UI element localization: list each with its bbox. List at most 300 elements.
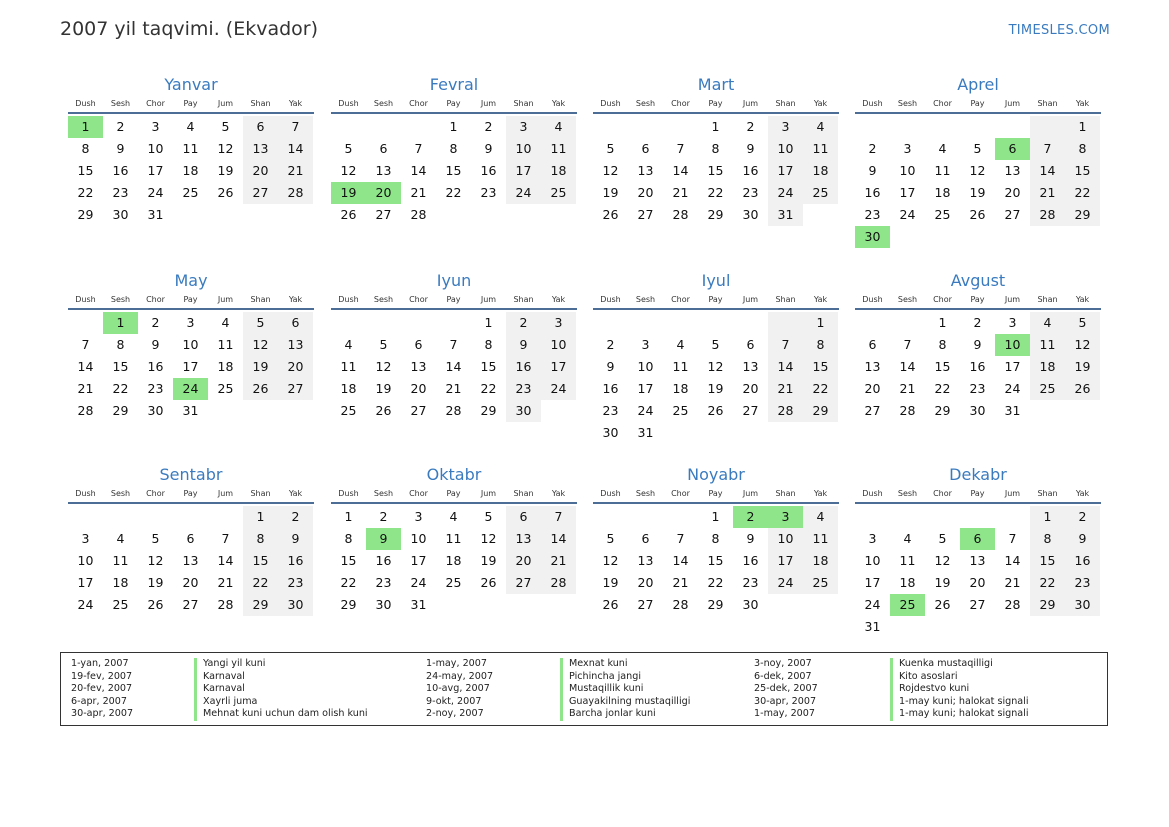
day-cell[interactable]: 21 [672, 575, 689, 590]
day-cell[interactable]: 26 [707, 403, 724, 418]
day-cell[interactable]: 30 [147, 403, 164, 418]
day-cell[interactable]: 12 [1065, 334, 1100, 356]
day-cell[interactable]: 8 [711, 531, 720, 546]
day-cell[interactable]: 3 [541, 312, 576, 334]
day-cell[interactable]: 8 [81, 141, 90, 156]
day-cell[interactable]: 11 [672, 359, 689, 374]
day-cell[interactable]: 15 [934, 359, 951, 374]
day-cell[interactable]: 3 [186, 315, 195, 330]
day-cell[interactable]: 31 [1004, 403, 1021, 418]
day-cell[interactable]: 8 [1030, 528, 1065, 550]
day-cell[interactable]: 14 [217, 553, 234, 568]
day-cell[interactable]: 17 [182, 359, 199, 374]
day-cell[interactable]: 21 [541, 550, 576, 572]
day-cell[interactable]: 6 [868, 337, 877, 352]
day-cell[interactable]: 18 [340, 381, 357, 396]
day-cell[interactable]: 27 [243, 182, 278, 204]
day-cell[interactable]: 29 [707, 207, 724, 222]
day-cell[interactable]: 27 [969, 597, 986, 612]
day-cell[interactable]: 19 [969, 185, 986, 200]
day-cell[interactable]: 8 [344, 531, 353, 546]
day-cell[interactable]: 30 [278, 594, 313, 616]
day-cell[interactable]: 1 [344, 509, 353, 524]
day-cell[interactable]: 30 [506, 400, 541, 422]
day-cell[interactable]: 10 [899, 163, 916, 178]
day-cell[interactable]: 18 [1030, 356, 1065, 378]
day-cell[interactable]: 26 [243, 378, 278, 400]
day-cell[interactable]: 8 [449, 141, 458, 156]
day-cell-holiday[interactable]: 19 [331, 182, 366, 204]
day-cell-holiday[interactable]: 9 [366, 528, 401, 550]
day-cell[interactable]: 13 [969, 553, 986, 568]
day-cell[interactable]: 14 [1004, 553, 1021, 568]
day-cell[interactable]: 20 [182, 575, 199, 590]
day-cell[interactable]: 18 [934, 185, 951, 200]
day-cell[interactable]: 1 [803, 312, 838, 334]
day-cell[interactable]: 17 [637, 381, 654, 396]
day-cell[interactable]: 8 [116, 337, 125, 352]
day-cell[interactable]: 13 [637, 163, 654, 178]
day-cell[interactable]: 5 [221, 119, 230, 134]
day-cell[interactable]: 29 [243, 594, 278, 616]
day-cell[interactable]: 28 [1030, 204, 1065, 226]
day-cell[interactable]: 18 [182, 163, 199, 178]
day-cell[interactable]: 17 [147, 163, 164, 178]
day-cell[interactable]: 25 [217, 381, 234, 396]
day-cell-holiday[interactable]: 10 [995, 334, 1030, 356]
day-cell[interactable]: 7 [903, 337, 912, 352]
day-cell[interactable]: 9 [506, 334, 541, 356]
day-cell[interactable]: 5 [606, 141, 615, 156]
day-cell[interactable]: 3 [768, 116, 803, 138]
day-cell[interactable]: 26 [1065, 378, 1100, 400]
day-cell[interactable]: 31 [182, 403, 199, 418]
day-cell[interactable]: 5 [379, 337, 388, 352]
day-cell[interactable]: 26 [969, 207, 986, 222]
day-cell[interactable]: 21 [1030, 182, 1065, 204]
day-cell[interactable]: 26 [217, 185, 234, 200]
day-cell[interactable]: 10 [864, 553, 881, 568]
day-cell[interactable]: 15 [77, 163, 94, 178]
day-cell[interactable]: 11 [541, 138, 576, 160]
day-cell[interactable]: 22 [340, 575, 357, 590]
day-cell[interactable]: 5 [711, 337, 720, 352]
day-cell[interactable]: 5 [606, 531, 615, 546]
day-cell[interactable]: 24 [768, 182, 803, 204]
day-cell[interactable]: 2 [506, 312, 541, 334]
day-cell[interactable]: 9 [746, 141, 755, 156]
day-cell[interactable]: 26 [480, 575, 497, 590]
day-cell[interactable]: 24 [77, 597, 94, 612]
day-cell[interactable]: 2 [868, 141, 877, 156]
day-cell[interactable]: 29 [707, 597, 724, 612]
day-cell[interactable]: 21 [1004, 575, 1021, 590]
day-cell[interactable]: 20 [278, 356, 313, 378]
day-cell[interactable]: 22 [480, 381, 497, 396]
day-cell[interactable]: 6 [379, 141, 388, 156]
day-cell[interactable]: 12 [602, 553, 619, 568]
day-cell[interactable]: 30 [112, 207, 129, 222]
day-cell[interactable]: 4 [449, 509, 458, 524]
day-cell[interactable]: 25 [340, 403, 357, 418]
day-cell-holiday[interactable]: 20 [366, 182, 401, 204]
day-cell[interactable]: 12 [934, 553, 951, 568]
day-cell[interactable]: 12 [147, 553, 164, 568]
day-cell[interactable]: 27 [742, 403, 759, 418]
day-cell[interactable]: 31 [768, 204, 803, 226]
day-cell[interactable]: 7 [449, 337, 458, 352]
day-cell[interactable]: 25 [541, 182, 576, 204]
day-cell[interactable]: 29 [1030, 594, 1065, 616]
day-cell[interactable]: 2 [1065, 506, 1100, 528]
day-cell[interactable]: 6 [243, 116, 278, 138]
day-cell[interactable]: 2 [379, 509, 388, 524]
day-cell[interactable]: 4 [221, 315, 230, 330]
day-cell[interactable]: 4 [676, 337, 685, 352]
day-cell[interactable]: 28 [768, 400, 803, 422]
day-cell[interactable]: 22 [112, 381, 129, 396]
day-cell[interactable]: 20 [864, 381, 881, 396]
day-cell[interactable]: 12 [243, 334, 278, 356]
day-cell[interactable]: 11 [803, 528, 838, 550]
day-cell[interactable]: 21 [410, 185, 427, 200]
day-cell[interactable]: 20 [243, 160, 278, 182]
day-cell[interactable]: 17 [410, 553, 427, 568]
day-cell[interactable]: 24 [506, 182, 541, 204]
day-cell[interactable]: 13 [410, 359, 427, 374]
day-cell[interactable]: 20 [637, 575, 654, 590]
day-cell[interactable]: 17 [1004, 359, 1021, 374]
day-cell[interactable]: 4 [903, 531, 912, 546]
day-cell[interactable]: 29 [480, 403, 497, 418]
day-cell[interactable]: 8 [484, 337, 493, 352]
day-cell[interactable]: 16 [506, 356, 541, 378]
day-cell[interactable]: 7 [676, 531, 685, 546]
day-cell[interactable]: 6 [414, 337, 423, 352]
day-cell-holiday[interactable]: 24 [173, 378, 208, 400]
day-cell[interactable]: 10 [410, 531, 427, 546]
day-cell-holiday[interactable]: 25 [890, 594, 925, 616]
day-cell[interactable]: 15 [445, 163, 462, 178]
day-cell[interactable]: 1 [243, 506, 278, 528]
day-cell[interactable]: 9 [973, 337, 982, 352]
day-cell[interactable]: 26 [934, 597, 951, 612]
day-cell[interactable]: 7 [541, 506, 576, 528]
day-cell[interactable]: 4 [803, 506, 838, 528]
day-cell[interactable]: 15 [707, 163, 724, 178]
day-cell[interactable]: 3 [1008, 315, 1017, 330]
day-cell[interactable]: 17 [864, 575, 881, 590]
day-cell[interactable]: 21 [278, 160, 313, 182]
day-cell[interactable]: 12 [480, 531, 497, 546]
day-cell[interactable]: 4 [541, 116, 576, 138]
day-cell[interactable]: 23 [602, 403, 619, 418]
day-cell[interactable]: 21 [77, 381, 94, 396]
day-cell[interactable]: 1 [1065, 116, 1100, 138]
day-cell[interactable]: 14 [672, 163, 689, 178]
day-cell[interactable]: 28 [445, 403, 462, 418]
day-cell[interactable]: 4 [803, 116, 838, 138]
day-cell[interactable]: 5 [151, 531, 160, 546]
day-cell-holiday[interactable]: 1 [68, 116, 103, 138]
day-cell[interactable]: 16 [742, 553, 759, 568]
day-cell[interactable]: 3 [81, 531, 90, 546]
day-cell[interactable]: 25 [934, 207, 951, 222]
day-cell[interactable]: 4 [344, 337, 353, 352]
day-cell[interactable]: 24 [147, 185, 164, 200]
day-cell[interactable]: 14 [77, 359, 94, 374]
day-cell[interactable]: 23 [969, 381, 986, 396]
day-cell[interactable]: 6 [186, 531, 195, 546]
day-cell[interactable]: 8 [938, 337, 947, 352]
day-cell[interactable]: 10 [147, 141, 164, 156]
day-cell-holiday[interactable]: 1 [103, 312, 138, 334]
day-cell[interactable]: 18 [112, 575, 129, 590]
day-cell[interactable]: 16 [602, 381, 619, 396]
day-cell[interactable]: 15 [112, 359, 129, 374]
day-cell[interactable]: 24 [410, 575, 427, 590]
day-cell[interactable]: 19 [147, 575, 164, 590]
day-cell[interactable]: 11 [217, 337, 234, 352]
day-cell[interactable]: 26 [147, 597, 164, 612]
day-cell[interactable]: 21 [445, 381, 462, 396]
day-cell[interactable]: 9 [1065, 528, 1100, 550]
day-cell[interactable]: 28 [278, 182, 313, 204]
day-cell[interactable]: 1 [938, 315, 947, 330]
day-cell[interactable]: 8 [803, 334, 838, 356]
day-cell[interactable]: 13 [742, 359, 759, 374]
day-cell[interactable]: 17 [768, 550, 803, 572]
day-cell[interactable]: 16 [147, 359, 164, 374]
day-cell[interactable]: 26 [375, 403, 392, 418]
day-cell[interactable]: 19 [375, 381, 392, 396]
day-cell[interactable]: 27 [637, 597, 654, 612]
day-cell[interactable]: 19 [1065, 356, 1100, 378]
day-cell[interactable]: 20 [637, 185, 654, 200]
day-cell[interactable]: 4 [116, 531, 125, 546]
day-cell[interactable]: 2 [606, 337, 615, 352]
day-cell[interactable]: 30 [375, 597, 392, 612]
day-cell[interactable]: 17 [899, 185, 916, 200]
day-cell[interactable]: 28 [1004, 597, 1021, 612]
day-cell[interactable]: 28 [672, 597, 689, 612]
day-cell[interactable]: 27 [864, 403, 881, 418]
day-cell[interactable]: 25 [803, 182, 838, 204]
day-cell[interactable]: 2 [746, 119, 755, 134]
day-cell[interactable]: 18 [445, 553, 462, 568]
day-cell[interactable]: 21 [672, 185, 689, 200]
day-cell[interactable]: 1 [711, 509, 720, 524]
day-cell[interactable]: 14 [541, 528, 576, 550]
day-cell[interactable]: 19 [243, 356, 278, 378]
day-cell[interactable]: 21 [768, 378, 803, 400]
day-cell[interactable]: 13 [1004, 163, 1021, 178]
day-cell[interactable]: 19 [602, 185, 619, 200]
day-cell[interactable]: 5 [344, 141, 353, 156]
day-cell[interactable]: 29 [934, 403, 951, 418]
day-cell[interactable]: 29 [1065, 204, 1100, 226]
day-cell[interactable]: 2 [278, 506, 313, 528]
day-cell[interactable]: 22 [803, 378, 838, 400]
day-cell[interactable]: 23 [375, 575, 392, 590]
day-cell[interactable]: 16 [278, 550, 313, 572]
day-cell[interactable]: 16 [112, 163, 129, 178]
day-cell[interactable]: 15 [243, 550, 278, 572]
day-cell[interactable]: 16 [864, 185, 881, 200]
day-cell[interactable]: 27 [1004, 207, 1021, 222]
day-cell[interactable]: 22 [77, 185, 94, 200]
day-cell-holiday[interactable]: 3 [768, 506, 803, 528]
day-cell[interactable]: 20 [410, 381, 427, 396]
day-cell[interactable]: 18 [803, 160, 838, 182]
day-cell[interactable]: 31 [410, 597, 427, 612]
day-cell[interactable]: 12 [707, 359, 724, 374]
day-cell[interactable]: 10 [182, 337, 199, 352]
day-cell[interactable]: 20 [969, 575, 986, 590]
day-cell[interactable]: 10 [637, 359, 654, 374]
day-cell[interactable]: 15 [480, 359, 497, 374]
day-cell[interactable]: 5 [973, 141, 982, 156]
day-cell[interactable]: 23 [480, 185, 497, 200]
day-cell[interactable]: 27 [506, 572, 541, 594]
day-cell[interactable]: 20 [1004, 185, 1021, 200]
day-cell[interactable]: 23 [147, 381, 164, 396]
day-cell[interactable]: 28 [410, 207, 427, 222]
day-cell[interactable]: 11 [803, 138, 838, 160]
day-cell[interactable]: 13 [375, 163, 392, 178]
day-cell[interactable]: 13 [637, 553, 654, 568]
day-cell[interactable]: 27 [182, 597, 199, 612]
day-cell[interactable]: 7 [768, 334, 803, 356]
day-cell[interactable]: 28 [672, 207, 689, 222]
day-cell[interactable]: 3 [868, 531, 877, 546]
day-cell[interactable]: 9 [116, 141, 125, 156]
day-cell[interactable]: 29 [112, 403, 129, 418]
day-cell[interactable]: 22 [445, 185, 462, 200]
day-cell[interactable]: 11 [182, 141, 199, 156]
day-cell[interactable]: 15 [1030, 550, 1065, 572]
day-cell[interactable]: 18 [803, 550, 838, 572]
day-cell[interactable]: 28 [541, 572, 576, 594]
day-cell[interactable]: 16 [480, 163, 497, 178]
day-cell[interactable]: 3 [903, 141, 912, 156]
day-cell[interactable]: 13 [864, 359, 881, 374]
day-cell[interactable]: 8 [711, 141, 720, 156]
day-cell[interactable]: 7 [1030, 138, 1065, 160]
day-cell[interactable]: 12 [217, 141, 234, 156]
day-cell[interactable]: 8 [243, 528, 278, 550]
day-cell[interactable]: 5 [1065, 312, 1100, 334]
day-cell[interactable]: 11 [899, 553, 916, 568]
day-cell[interactable]: 27 [278, 378, 313, 400]
day-cell[interactable]: 6 [278, 312, 313, 334]
day-cell[interactable]: 15 [803, 356, 838, 378]
day-cell[interactable]: 28 [217, 597, 234, 612]
day-cell[interactable]: 10 [541, 334, 576, 356]
day-cell[interactable]: 1 [1030, 506, 1065, 528]
day-cell[interactable]: 14 [672, 553, 689, 568]
day-cell[interactable]: 12 [969, 163, 986, 178]
day-cell[interactable]: 8 [1065, 138, 1100, 160]
day-cell[interactable]: 17 [768, 160, 803, 182]
day-cell[interactable]: 11 [340, 359, 357, 374]
day-cell[interactable]: 6 [506, 506, 541, 528]
day-cell[interactable]: 23 [278, 572, 313, 594]
day-cell[interactable]: 21 [217, 575, 234, 590]
day-cell[interactable]: 25 [445, 575, 462, 590]
day-cell[interactable]: 14 [445, 359, 462, 374]
day-cell[interactable]: 22 [1065, 182, 1100, 204]
day-cell[interactable]: 23 [112, 185, 129, 200]
day-cell[interactable]: 3 [641, 337, 650, 352]
day-cell[interactable]: 9 [868, 163, 877, 178]
day-cell[interactable]: 30 [969, 403, 986, 418]
day-cell[interactable]: 11 [934, 163, 951, 178]
day-cell[interactable]: 24 [1004, 381, 1021, 396]
day-cell[interactable]: 7 [221, 531, 230, 546]
day-cell[interactable]: 29 [803, 400, 838, 422]
day-cell[interactable]: 4 [938, 141, 947, 156]
day-cell[interactable]: 7 [676, 141, 685, 156]
day-cell[interactable]: 12 [375, 359, 392, 374]
day-cell[interactable]: 2 [151, 315, 160, 330]
day-cell[interactable]: 22 [934, 381, 951, 396]
day-cell[interactable]: 25 [803, 572, 838, 594]
day-cell[interactable]: 1 [484, 315, 493, 330]
day-cell[interactable]: 9 [746, 531, 755, 546]
day-cell[interactable]: 23 [864, 207, 881, 222]
day-cell[interactable]: 31 [864, 619, 881, 634]
day-cell[interactable]: 18 [899, 575, 916, 590]
day-cell[interactable]: 9 [278, 528, 313, 550]
day-cell[interactable]: 16 [1065, 550, 1100, 572]
day-cell[interactable]: 14 [410, 163, 427, 178]
day-cell[interactable]: 22 [707, 575, 724, 590]
day-cell[interactable]: 13 [182, 553, 199, 568]
day-cell[interactable]: 20 [742, 381, 759, 396]
day-cell[interactable]: 24 [541, 378, 576, 400]
day-cell[interactable]: 10 [506, 138, 541, 160]
day-cell[interactable]: 27 [375, 207, 392, 222]
day-cell[interactable]: 24 [637, 403, 654, 418]
day-cell[interactable]: 10 [77, 553, 94, 568]
day-cell[interactable]: 28 [77, 403, 94, 418]
day-cell[interactable]: 6 [641, 531, 650, 546]
day-cell[interactable]: 22 [1030, 572, 1065, 594]
day-cell[interactable]: 12 [340, 163, 357, 178]
day-cell[interactable]: 2 [484, 119, 493, 134]
day-cell[interactable]: 5 [243, 312, 278, 334]
day-cell[interactable]: 11 [112, 553, 129, 568]
day-cell[interactable]: 6 [641, 141, 650, 156]
day-cell[interactable]: 6 [746, 337, 755, 352]
site-link[interactable]: TIMESLES.COM [1008, 23, 1110, 38]
day-cell[interactable]: 22 [243, 572, 278, 594]
day-cell[interactable]: 1 [711, 119, 720, 134]
day-cell[interactable]: 19 [934, 575, 951, 590]
day-cell[interactable]: 30 [602, 425, 619, 440]
day-cell[interactable]: 15 [1065, 160, 1100, 182]
day-cell[interactable]: 14 [1030, 160, 1065, 182]
day-cell[interactable]: 7 [414, 141, 423, 156]
day-cell[interactable]: 14 [899, 359, 916, 374]
day-cell[interactable]: 12 [602, 163, 619, 178]
day-cell[interactable]: 3 [151, 119, 160, 134]
day-cell[interactable]: 21 [899, 381, 916, 396]
day-cell[interactable]: 9 [151, 337, 160, 352]
day-cell[interactable]: 29 [340, 597, 357, 612]
day-cell[interactable]: 19 [217, 163, 234, 178]
